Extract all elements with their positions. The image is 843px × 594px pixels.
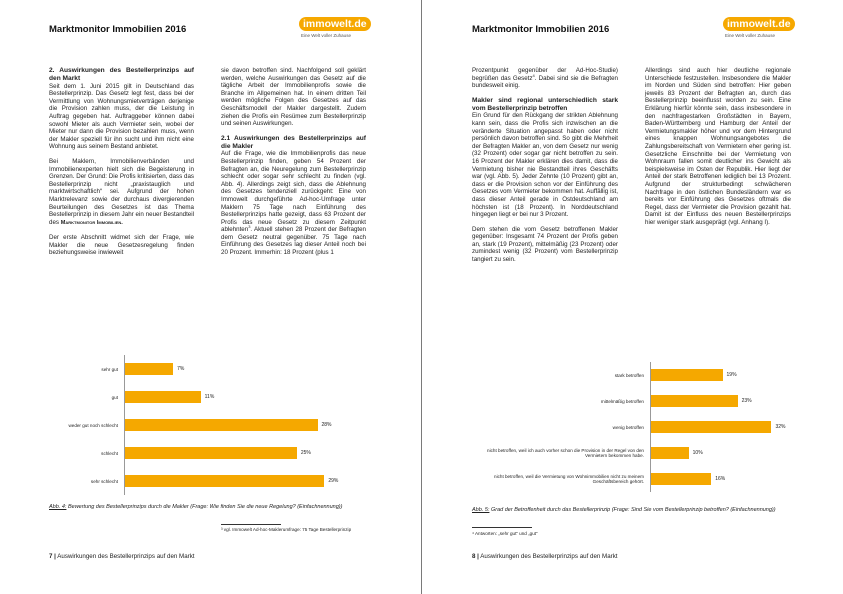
logo-text-a: immo bbox=[727, 18, 756, 30]
footnote: ³ vgl. Immowelt Ad-hoc-Maklerumfrage: 75 Tage Bestellerprinzip bbox=[221, 527, 352, 532]
category-label: schlecht bbox=[101, 450, 118, 456]
bar bbox=[651, 421, 771, 433]
bar bbox=[651, 395, 738, 407]
logo-text-a: immo bbox=[303, 18, 332, 30]
footer-text: Auswirkungen des Bestellerprinzips auf den Markt bbox=[480, 553, 618, 560]
data-label: 28% bbox=[321, 422, 332, 428]
page-footer bbox=[472, 553, 618, 560]
caption-label: Abb. 5: bbox=[472, 507, 490, 513]
right-column-1 bbox=[472, 67, 618, 271]
bar bbox=[651, 473, 711, 485]
data-label: 16% bbox=[715, 476, 726, 482]
data-label: 11% bbox=[204, 394, 215, 400]
category-label: nicht betroffen, weil die Vermietung von Wohnimmobilien nicht zu meinem Geschäftsbereich gehört. bbox=[494, 473, 644, 484]
paragraph: Allerdings sind auch hier deutliche regionale Unterschiede festzustellen. Insbesondere die Makler im Norden und Süden sind betroffen: Hier geben jeweils 83 Prozent der Befragten an, durch das Bestellerprinzip beeinflusst worden zu sein. Eine Erklärung hierfür könnte sein, dass insbesondere in den nachfragestarken Großstädten in Bayern, Baden-Württemberg und Hamburg der Anteil der Vermietungsmakler höher und vor dem Hintergrund eines knappen Wohnungsangebotes die Zahlungsbereitschaft von Vermietern eher gering ist. Gesetzliche Einschnitte bei der Vermietung von Wohnraum fallen somit deutlicher ins Gewicht als beispielsweise im Osten der Republik. Hier liegt der Anteil der stark Betroffenen lediglich bei 13 Prozent. Aufgrund der strukturbedingt schwächeren Nachfrage in den östlichen Bundesländern war es bereits vor Einführung des Gesetzes oftmals die Regel, dass der Vermieter die Provision gezahlt hat. Damit ist der Einfluss des neuen Bestellerprinzips hier weniger stark ausgeprägt (vgl. Anhang I). bbox=[645, 67, 791, 226]
bar bbox=[125, 475, 324, 487]
subsection-heading: Makler sind regional unterschiedlich stark vom Bestellerprinzip betroffen bbox=[472, 96, 618, 112]
data-label: 29% bbox=[328, 478, 339, 484]
bar bbox=[125, 419, 318, 431]
paragraph: Seit dem 1. Juni 2015 gilt in Deutschland das Bestellerprinzip. Das Gesetz legt fest, dass bei der Vermittlung von Wohnungsmietverträgen derjenige die Provision zahlen muss, der die Leistung in Auftrag gegeben hat. Auftraggeber können dabei sowohl Mieter als auch Vermieter sein, wobei der Mieter nur dann die Provision bezahlen muss, wenn der Makler speziell für ihn sucht und ihm nicht eine Wohnung aus seinem Bestand anbietet. bbox=[49, 82, 194, 151]
footnote: ⁴ Antworten: „sehr gut“ und „gut“ bbox=[472, 531, 538, 536]
report-name: Marktmonitor Immobilien. bbox=[60, 219, 123, 226]
data-label: 10% bbox=[692, 450, 703, 456]
logo-tagline: Eine Welt voller Zuhause bbox=[725, 33, 775, 38]
category-label: weder gut noch schlecht bbox=[68, 422, 118, 428]
page-footer bbox=[49, 553, 195, 560]
category-label: sehr gut bbox=[101, 366, 118, 372]
bar bbox=[125, 363, 173, 375]
bar bbox=[651, 447, 689, 459]
paragraph: Ein Grund für den Rückgang der strikten Ablehnung kann sein, dass die Profis sich inzwischen an die veränderte Situation angepasst haben oder nicht persönlich davon betroffen sind. So gibt die Mehrheit der Befragten Makler an, von dem Gesetz nur wenig (32 Prozent) oder sogar gar nicht betroffen zu sein. 16 Prozent der Makler erklären dies damit, dass die Vermietung bisher nie Bestandteil ihres Geschäfts war (vgl. Abb. 5). Jeder Zehnte (10 Prozent) gibt an, dass er die Provision schon vor der Einführung des Gesetzes vom Vermieter bekommen hat. Auffällig ist, dass dieser Anteil gerade in Ostdeutschland am höchsten ist (18 Prozent). In Norddeutschland hingegen liegt er bei nur 3 Prozent. bbox=[472, 112, 618, 219]
right-column-2 bbox=[645, 67, 791, 233]
figure-caption: Abb. 5: Grad der Betroffenheit durch das Bestellerprinzip (Frage: Sind Sie vom Bestellerprinzip betroffen? (Einfachnennung)) bbox=[472, 507, 776, 513]
footnote-rule bbox=[221, 524, 281, 525]
immowelt-logo bbox=[299, 14, 371, 40]
category-label: nicht betroffen, weil ich auch vorher schon die Provision in der Regel von den Vermietern bekommen habe. bbox=[487, 447, 644, 458]
left-column-2 bbox=[221, 67, 366, 264]
paragraph: Prozentpunkt gegenüber der Ad-Hoc-Studie) begrüßen das Gesetz$^4$. Dabei sind sie die Befragten bundesweit einig. bbox=[472, 67, 618, 90]
page-number: 8 | bbox=[472, 553, 479, 560]
page-number: 7 | bbox=[49, 553, 56, 560]
category-label: mittelmäßig betroffen bbox=[600, 398, 644, 404]
subsection-heading: 2.1 Auswirkungen des Bestellerprinzips auf die Makler bbox=[221, 134, 366, 150]
footnote-ref: 4 bbox=[532, 72, 535, 78]
data-label: 19% bbox=[726, 372, 737, 378]
caption-label: Abb. 4: bbox=[49, 504, 67, 510]
paragraph: Auf die Frage, wie die Immobilienprofis das neue Bestellerprinzip finden, geben 54 Prozent der Befragten an, die Neuregelung zum Bestellerprinzip schlecht oder sogar sehr schlecht zu finden (vgl. Abb. 4). Allerdings zeigt sich, dass die Ablehnung des Gesetzes tendenziell zurückgeht: Eine von Immowelt durchgeführte Ad-hoc-Umfrage unter Maklern 75 Tage nach Einführung des Bestellerprinzips hatte gezeigt, dass 63 Prozent der Profis das neue Gesetz zu diesem Zeitpunkt ablehnten$^3$. Aktuell stehen 28 Prozent der Befragten dem Gesetz neutral gegenüber. 75 Tage nach Einführung des Gesetzes lag dieser Anteil noch bei 20 Prozent. Immerhin: 18 Prozent (plus 1 bbox=[221, 150, 366, 257]
data-label: 25% bbox=[300, 450, 311, 456]
figure-caption: Abb. 4: Bewertung des Bestellerprinzips durch die Makler (Frage: Wie finden Sie die neue Regelung? (Einfachnennung)) bbox=[49, 504, 343, 510]
page-header-title: Marktmonitor Immobilien 2016 bbox=[49, 24, 187, 35]
bar bbox=[125, 391, 201, 403]
footnote-ref: 3 bbox=[248, 224, 251, 230]
page-7 bbox=[0, 0, 421, 594]
category-label: wenig betroffen bbox=[612, 424, 644, 430]
page-header-title: Marktmonitor Immobilien 2016 bbox=[472, 24, 610, 35]
data-label: 23% bbox=[741, 398, 752, 404]
page-8 bbox=[422, 0, 843, 594]
section-heading: 2. Auswirkungen des Bestellerprinzips auf den Markt bbox=[49, 67, 194, 82]
logo-text-b: welt.de bbox=[755, 18, 791, 30]
logo-tagline: Eine Welt voller Zuhause bbox=[301, 33, 351, 38]
chart-abb-4 bbox=[49, 355, 369, 495]
footer-text: Auswirkungen des Bestellerprinzips auf den Markt bbox=[57, 553, 195, 560]
category-label: stark betroffen bbox=[614, 372, 644, 378]
chart-abb-5 bbox=[472, 362, 794, 502]
paragraph: Bei Maklern, Immobilienverbänden und Immobilienexperten hielt sich die Begeisterung in Grenzen. Der Grund: Die Profis kritisierten, dass das Bestellerprinzip nicht „praxistauglich und marktwirtschaftlich“ sei. Aufgrund der hohen Marktrelevanz sowie der durchaus divergierenden Beurteilungen des Gesetzes ist das Thema Bestellerprinzip in diesem Jahr ein neuer Bestandteil des Marktmonitor Immobilien. bbox=[49, 157, 194, 226]
left-column-1 bbox=[49, 67, 194, 264]
category-label: sehr schlecht bbox=[90, 478, 118, 484]
footnote-rule bbox=[472, 527, 532, 528]
bar bbox=[651, 369, 723, 381]
paragraph: sie davon betroffen sind. Nachfolgend soll geklärt werden, welche Auswirkungen das Gesetz auf die tägliche Arbeit der Immobilienprofis sowie die Branche im Allgemeinen hat. In einem dritten Teil werden mögliche Folgen des Gesetzes auf das Geschäftsmodell der Makler dargestellt. Zudem ziehen die Profis ein Resümee zum Bestellerprinzip und seinen Auswirkungen. bbox=[221, 67, 366, 128]
bar bbox=[125, 447, 297, 459]
logo-text-b: welt.de bbox=[331, 18, 367, 30]
data-label: 7% bbox=[177, 366, 185, 372]
category-label: gut bbox=[111, 394, 118, 400]
paragraph: Dem stehen die vom Gesetz betroffenen Makler gegenüber: Insgesamt 74 Prozent der Profis geben an, stark (19 Prozent), mittelmäßig (23 Prozent) oder zumindest wenig (32 Prozent) vom Bestellerprinzip tangiert zu sein. bbox=[472, 225, 618, 264]
data-label: 32% bbox=[775, 424, 786, 430]
paragraph: Der erste Abschnitt widmet sich der Frage, wie Makler die neue Gesetzesregelung finden beziehungsweise inwieweit bbox=[49, 234, 194, 257]
immowelt-logo bbox=[723, 14, 795, 40]
